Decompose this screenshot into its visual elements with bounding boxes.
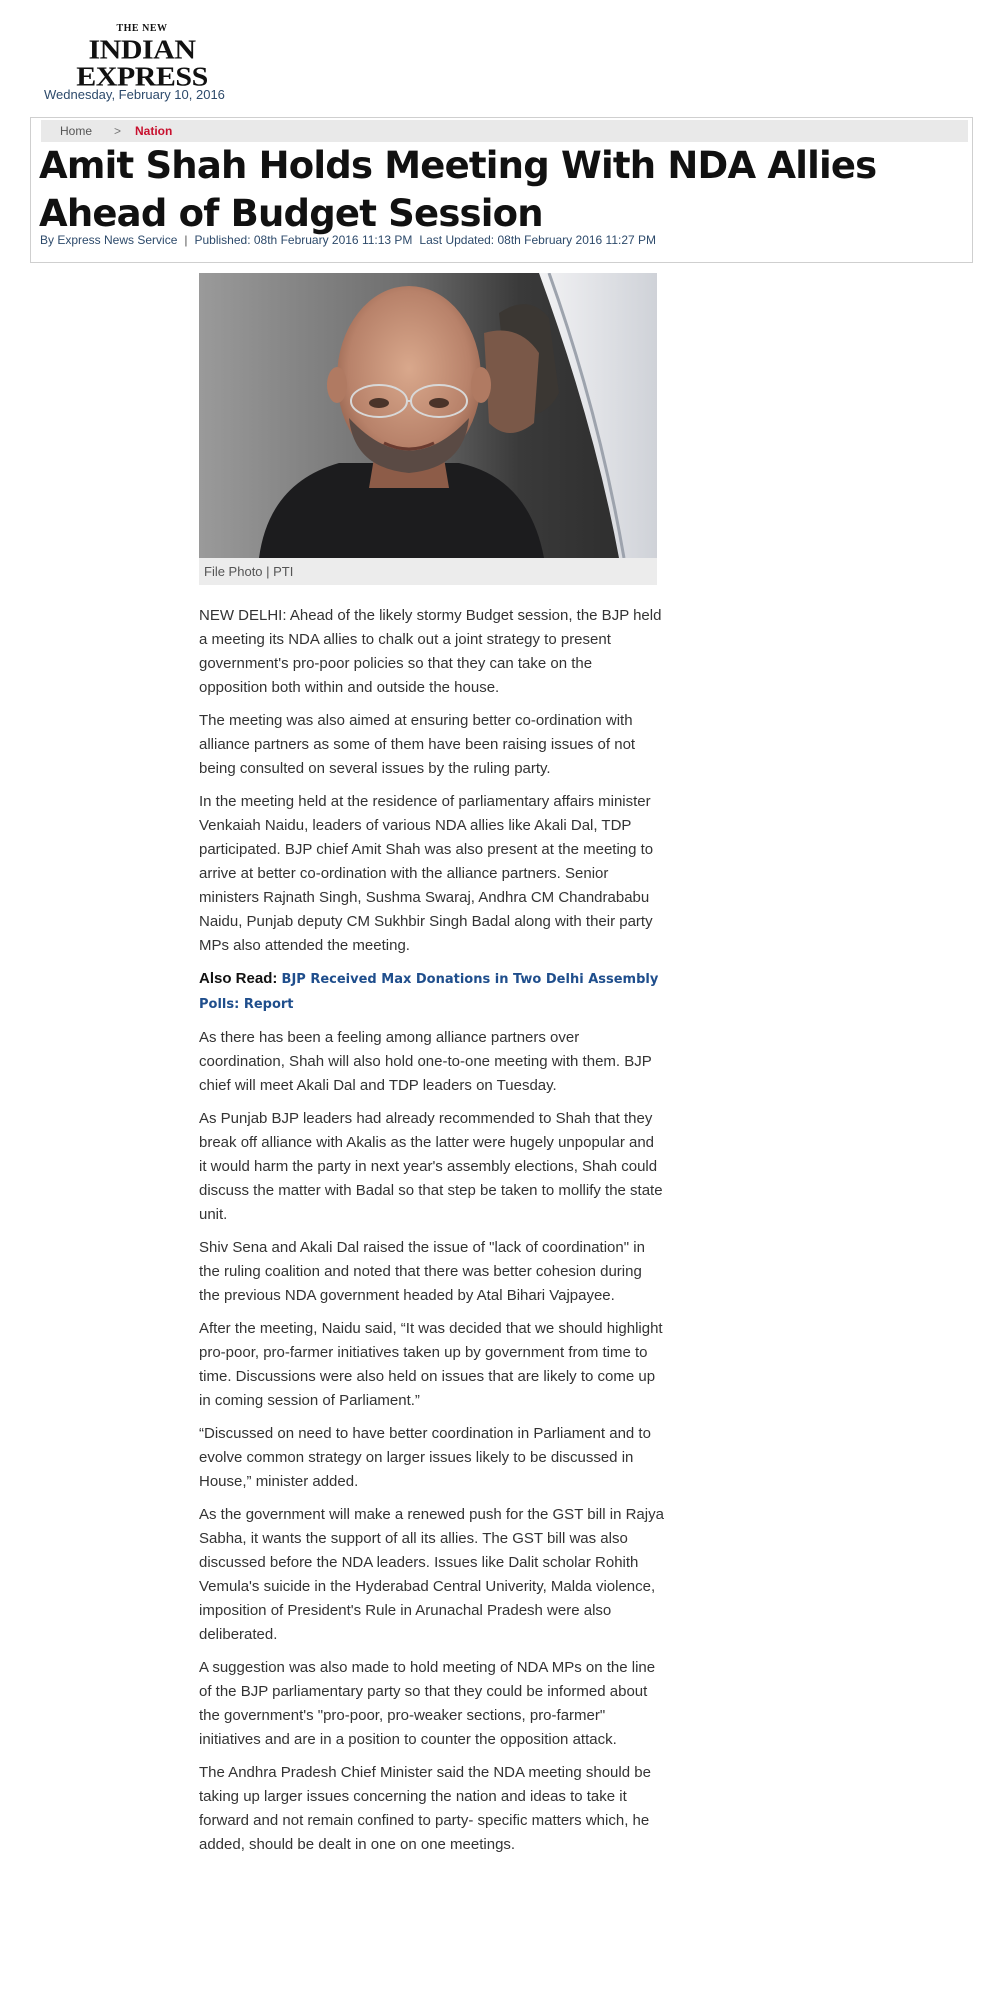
header-divider [30, 262, 973, 263]
breadcrumb [41, 120, 968, 142]
byline-updated: Last Updated: 08th February 2016 11:27 PM [419, 233, 657, 247]
article-paragraph: After the meeting, Naidu said, “It was decided that we should highlight pro-poor, pro-farmer initiatives taken up by government from time to time. Discussions were also held on issues that are likely to come up in coming session of Parliament.” [199, 1320, 663, 1409]
article-paragraph: As there has been a feeling among alliance partners over coordination, Shah will also hold one-to-one meeting with them. BJP chief will meet Akali Dal and TDP leaders on Tuesday. [199, 1029, 652, 1094]
also-read-link[interactable]: BJP Received Max Donations in Two Delhi Assembly Polls: Report [199, 972, 659, 1012]
also-read [199, 967, 664, 1017]
article-paragraph: NEW DELHI: Ahead of the likely stormy Budget session, the BJP held a meeting its NDA allies to chalk out a joint strategy to present government's pro-poor policies so that they can take on the opposition both within and outside the house. [199, 607, 662, 696]
article-paragraph: As the government will make a renewed push for the GST bill in Rajya Sabha, it wants the support of all its allies. The GST bill was also discussed before the NDA leaders. Issues like Dalit scholar Rohith Vemula's suicide in the Hyderabad Central Univerity, Malda violence, imposition of President's Rule in Arunachal Pradesh were also deliberated. [199, 1506, 664, 1643]
article-figure [199, 273, 657, 585]
article-header [30, 117, 973, 262]
article-paragraph: As Punjab BJP leaders had already recommended to Shah that they break off alliance with Akalis as the latter were hugely unpopular and it would harm the party in next year's assembly elections, Shah could discuss the matter with Badal so that step be taken to mollify the state unit. [199, 1110, 663, 1223]
also-read-label: Also Read: [199, 970, 278, 987]
article-paragraph: A suggestion was also made to hold meeting of NDA MPs on the line of the BJP parliamentary party so that they could be informed about the government's "pro-poor, pro-weaker sections, pro-farmer" initiatives and are in a position to counter the opposition attack. [199, 1659, 656, 1748]
article-photo[interactable] [199, 273, 657, 558]
site-logo[interactable] [32, 24, 252, 94]
breadcrumb-home-link[interactable]: Home [60, 124, 93, 138]
article-paragraph: “Discussed on need to have better coordination in Parliament and to evolve common strategy on larger issues likely to be discussed in House,” minister added. [199, 1425, 651, 1490]
article-paragraph: The Andhra Pradesh Chief Minister said the NDA meeting should be taking up larger issues concerning the nation and ideas to take it forward and not remain confined to party- specific matters which, he added, should be dealt in one on one meetings. [199, 1764, 651, 1853]
article-byline [40, 233, 656, 247]
byline-separator: | [184, 233, 188, 247]
logo-top-text: THE NEW [116, 23, 168, 34]
logo-main-text: INDIAN EXPRESS [76, 35, 208, 92]
article-paragraph: The meeting was also aimed at ensuring better co-ordination with alliance partners as some of them have been raising issues of not being consulted on several issues by the ruling party. [199, 712, 636, 777]
article-paragraph: In the meeting held at the residence of parliamentary affairs minister Venkaiah Naidu, leaders of various NDA allies like Akali Dal, TDP participated. BJP chief Amit Shah was also present at the meeting to arrive at better co-ordination with the alliance partners. Senior ministers Rajnath Singh, Sushma Swaraj, Andhra CM Chandrababu Naidu, Punjab deputy CM Sukhbir Singh Badal along with their party MPs also attended the meeting. [199, 793, 654, 954]
photo-caption: File Photo | PTI [204, 564, 294, 579]
breadcrumb-separator: > [114, 124, 122, 138]
byline-published: Published: 08th February 2016 11:13 PM [194, 233, 413, 247]
byline-author[interactable]: By Express News Service [40, 233, 178, 247]
article-paragraph: Shiv Sena and Akali Dal raised the issue of "lack of coordination" in the ruling coalition and noted that there was better cohesion during the previous NDA government headed by Atal Bihari Vajpayee. [199, 1239, 645, 1304]
breadcrumb-section-link[interactable]: Nation [135, 124, 173, 138]
edition-date: Wednesday, February 10, 2016 [44, 87, 225, 102]
photo-illustration [199, 273, 657, 558]
article-title: Amit Shah Holds Meeting With NDA Allies Ahead of Budget Session [39, 144, 877, 235]
article-body [199, 604, 664, 1866]
